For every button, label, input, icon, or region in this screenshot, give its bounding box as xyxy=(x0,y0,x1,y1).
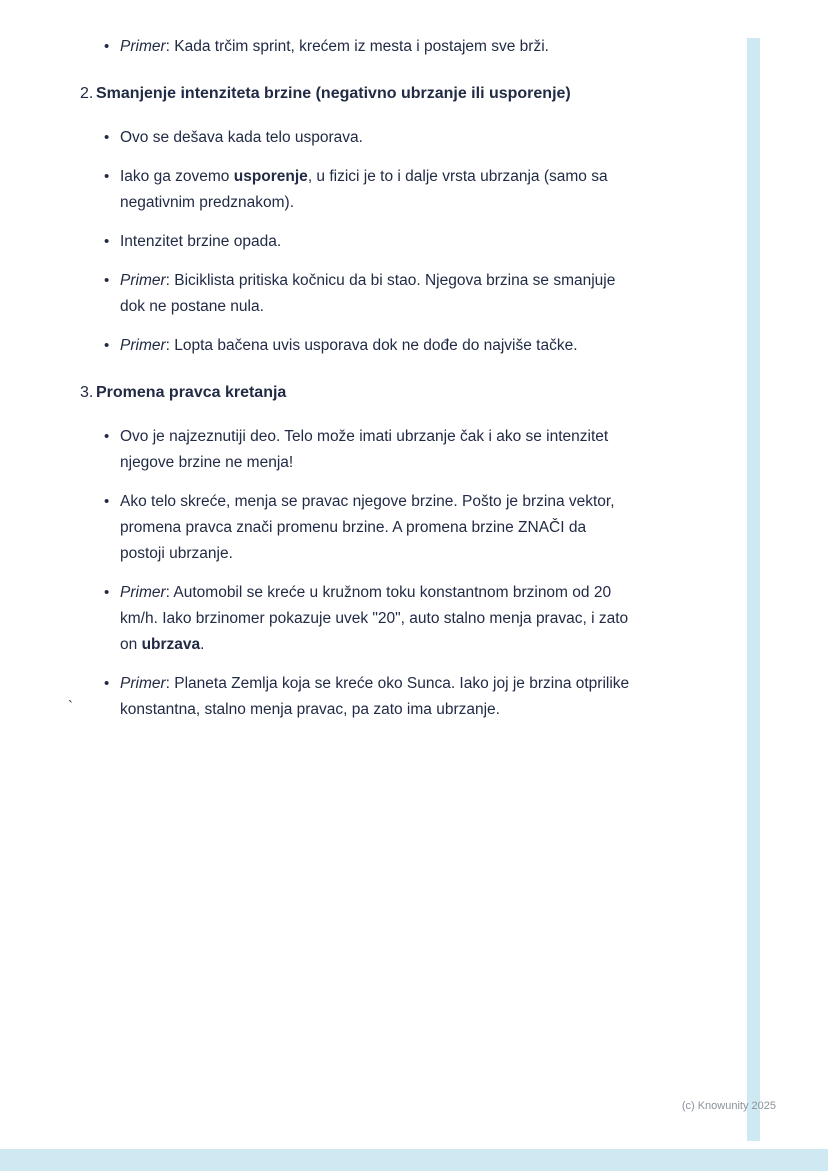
bullet-text xyxy=(120,671,635,723)
text-segment: , u fizici je to i dalje vrsta ubrzanja (samo sa negativnim predznakom). xyxy=(120,168,608,211)
bullet-marker: • xyxy=(104,428,110,445)
bullet-text xyxy=(120,268,635,320)
bullet-item xyxy=(104,489,700,567)
bullet-marker: • xyxy=(104,493,110,510)
bullet-item xyxy=(104,671,700,723)
text-segment: . xyxy=(200,636,205,653)
bullet-text xyxy=(120,34,549,60)
text-segment: Ako telo skreće, menja se pravac njegove brzine. Pošto je brzina vektor, promena pravca znači promenu brzine. A promena brzine ZNAČI da postoji ubrzanje. xyxy=(120,493,615,562)
text-segment: Iako ga zovemo xyxy=(120,168,234,185)
text-segment: : Biciklista pritiska kočnicu da bi stao. Njegova brzina se smanjuje dok ne postane nula. xyxy=(120,272,616,315)
list-number: 3. xyxy=(80,384,94,401)
text-segment: : Automobil se kreće u kružnom toku konstantnom brzinom od 20 km/h. Iako brzinomer pokazuje uvek "20", auto stalno menja pravac, i zato on xyxy=(120,584,629,653)
bullet-item xyxy=(104,424,700,476)
bullet-item xyxy=(104,34,700,60)
bottom-page-stripe xyxy=(0,1149,828,1171)
text-segment: Primer xyxy=(120,675,166,692)
text-segment: Promena pravca kretanja xyxy=(96,384,287,401)
numbered-heading xyxy=(80,81,700,107)
bullet-item xyxy=(104,580,700,658)
bullet-marker: • xyxy=(104,337,110,354)
bullet-marker: • xyxy=(104,675,110,692)
text-segment: usporenje xyxy=(233,168,308,185)
bullet-text xyxy=(120,164,635,216)
bullet-marker: • xyxy=(104,129,110,146)
text-segment: ubrzava xyxy=(141,636,201,653)
right-page-stripe xyxy=(747,38,760,1141)
text-segment: Intenzitet brzine opada. xyxy=(120,233,282,250)
text-segment: : Planeta Zemlja koja se kreće oko Sunca. Iako joj je brzina otprilike konstantna, stalno menja pravac, pa zato ima ubrzanje. xyxy=(120,675,630,718)
bullet-item xyxy=(104,333,700,359)
bullet-text xyxy=(120,333,578,359)
document-blocks xyxy=(0,34,700,736)
bullet-item xyxy=(104,125,700,151)
text-segment: : Lopta bačena uvis usporava dok ne dođe do najviše tačke. xyxy=(165,337,578,354)
list-number: 2. xyxy=(80,85,94,102)
numbered-heading xyxy=(80,380,700,406)
text-segment: Primer xyxy=(120,272,166,289)
bullet-text xyxy=(120,229,281,255)
bullet-item xyxy=(104,229,700,255)
text-segment: Smanjenje intenziteta brzine (negativno ubrzanje ili usporenje) xyxy=(96,85,571,102)
bullet-marker: • xyxy=(104,38,110,55)
bullet-text xyxy=(120,580,635,658)
heading-text xyxy=(96,81,571,107)
text-segment: : Kada trčim sprint, krećem iz mesta i postajem sve brži. xyxy=(165,38,549,55)
bullet-text xyxy=(120,125,363,151)
bullet-marker: • xyxy=(104,584,110,601)
bullet-text xyxy=(120,489,635,567)
stray-backtick-char: ` xyxy=(68,698,73,715)
text-segment: Primer xyxy=(120,38,166,55)
bullet-item xyxy=(104,164,700,216)
text-segment: Primer xyxy=(120,337,166,354)
bullet-marker: • xyxy=(104,168,110,185)
bullet-marker: • xyxy=(104,233,110,250)
copyright-footer: (c) Knowunity 2025 xyxy=(681,1100,776,1112)
bullet-item xyxy=(104,268,700,320)
bullet-text xyxy=(120,424,635,476)
text-segment: Primer xyxy=(120,584,166,601)
heading-text xyxy=(96,380,286,406)
text-segment: Ovo se dešava kada telo usporava. xyxy=(120,129,363,146)
text-segment: Ovo je najzeznutiji deo. Telo može imati ubrzanje čak i ako se intenzitet njegove brzine ne menja! xyxy=(120,428,609,471)
bullet-marker: • xyxy=(104,272,110,289)
